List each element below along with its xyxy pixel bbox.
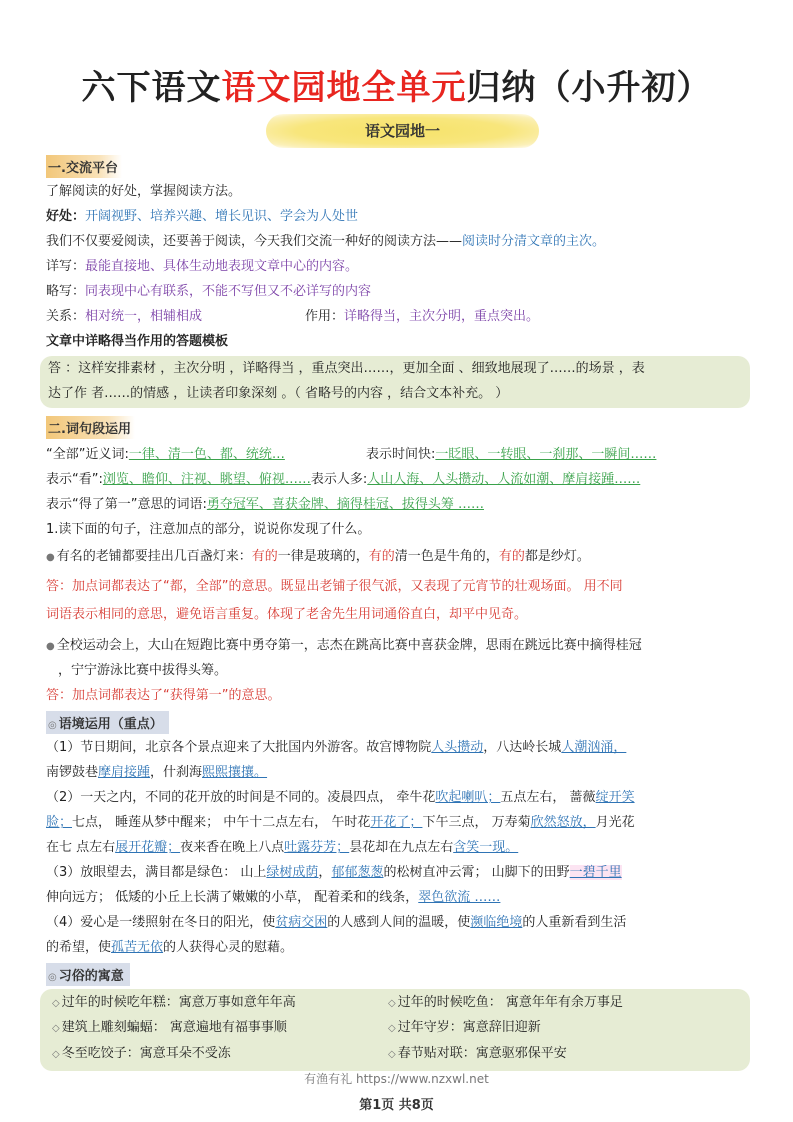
custom-item [388, 1044, 567, 1065]
dotted-word: 有的 [368, 549, 395, 564]
para-text: 在七 点左右 [46, 840, 116, 855]
relation-label: 关系： [46, 309, 86, 324]
line-benefits [46, 207, 358, 227]
para-text: 的人感到人间的温暖，使 [327, 915, 471, 930]
heading-context-usage-text: 语境运用（重点） [58, 717, 163, 732]
para-text: ，什刹海 [150, 765, 203, 780]
example-1-text: 清一色是牛角的， [394, 549, 499, 564]
method-text: 我们不仅要爱阅读，还要善于阅读，今天我们交流一种好的阅读方法—— [46, 234, 463, 249]
para-4-line1 [46, 913, 626, 933]
para-text: （2）一天之内，不同的花开放的时间是不同的。凌晨四点， 牵牛花 [46, 790, 436, 805]
answer-2: 答：加点词都表达了“获得第一”的意思。 [46, 688, 281, 703]
custom-text: 建筑上雕刻蝙蝠： 寓意遍地有福事事顺 [61, 1020, 287, 1035]
heading-exchange-platform: 一.交流平台 [46, 155, 122, 178]
method-highlight: 阅读时分清文章的主次。 [462, 234, 606, 249]
para-text: 伸向远方； 低矮的小丘上长满了嫩嫩的小草， 配着柔和的线条， [46, 890, 419, 905]
para-text: ， [318, 865, 332, 880]
para-text: （3）放眼望去，满目都是绿色： 山上 [46, 865, 267, 880]
line-relation [46, 307, 202, 327]
synonym-first [46, 495, 484, 515]
custom-text: 春节贴对联：寓意驱邪保平安 [397, 1046, 567, 1061]
diamond-bullet-icon: ◇ [388, 1023, 396, 1034]
section-banner: 语文园地一 [266, 114, 539, 148]
para-text: 南锣鼓巷 [46, 765, 99, 780]
bullet-icon: ● [46, 552, 55, 563]
idiom: 一碧千里 [569, 865, 622, 880]
synonym-fast-words: 一眨眼、一转眼、一刹那、一瞬间…… [435, 447, 657, 462]
custom-item [388, 1018, 541, 1039]
synonym-all [46, 445, 285, 465]
idiom: 含笑一现。 [453, 840, 519, 855]
gear-bullet-icon: ◎ [48, 720, 57, 731]
custom-item [388, 993, 623, 1014]
idiom: 欣然怒放， [530, 815, 596, 830]
example-2-line2: ，宁宁游泳比赛中拔得头筹。 [58, 663, 228, 678]
idiom: 摩肩接踵 [98, 765, 151, 780]
para-text: （4）爱心是一缕照射在冬日的阳光，使 [46, 915, 276, 930]
watermark: 有渔有礼 https://www.nzxwl.net [304, 1072, 489, 1086]
idiom: 郁郁葱葱 [331, 865, 384, 880]
custom-text: 冬至吃饺子：寓意耳朵不受冻 [61, 1046, 231, 1061]
idiom: 人头攒动 [431, 740, 484, 755]
example-1 [46, 547, 590, 568]
diamond-bullet-icon: ◇ [388, 998, 396, 1009]
page-number: 第1页 共8页 [359, 1098, 434, 1113]
dotted-word: 有的 [251, 549, 278, 564]
detailed-text: 最能直接地、具体生动地表现文章中心的内容。 [85, 259, 359, 274]
synonym-first-label: 表示“得了第一”意思的词语: [46, 497, 207, 512]
template-heading: 文章中详略得当作用的答题模板 [46, 334, 229, 349]
answer-1-line1: 答：加点词都表达了“都，全部”的意思。既显出老铺子很气派，又表现了元宵节的壮观场面。 用不同 [46, 579, 623, 594]
idiom: 贫病交困 [275, 915, 328, 930]
title-part2: 语文园地全单元 [221, 68, 467, 108]
custom-item [52, 1044, 231, 1065]
dotted-word: 有的 [498, 549, 525, 564]
idiom: 绿树成荫 [266, 865, 319, 880]
diamond-bullet-icon: ◇ [52, 1049, 60, 1060]
line-1: 了解阅读的好处，掌握阅读方法。 [46, 184, 242, 199]
para-text: 的松树直冲云霄； 山脚下的田野 [383, 865, 570, 880]
synonym-fast-label: 表示时间快: [366, 447, 436, 462]
para-text: 五点左右， 蔷薇 [500, 790, 596, 805]
para-text: （1）节日期间，北京各个景点迎来了大批国内外游客。故宫博物院 [46, 740, 432, 755]
synonym-crowd-label: 表示人多: [310, 472, 368, 487]
bullet-icon: ● [46, 641, 55, 652]
para-3-line2 [46, 888, 500, 908]
para-text: 昙花却在九点左右 [349, 840, 454, 855]
para-2-line2 [46, 813, 635, 833]
relation-text: 相对统一，相辅相成 [85, 309, 203, 324]
diamond-bullet-icon: ◇ [52, 1023, 60, 1034]
benefits-text: 开阔视野、培养兴趣、增长见识、学会为人处世 [85, 209, 359, 224]
para-text: 月光花 [595, 815, 635, 830]
example-1-text: 一律是玻璃的， [277, 549, 369, 564]
para-2-line3 [46, 838, 518, 858]
example-2-text: 全校运动会上，大山在短跑比赛中勇夺第一，志杰在跳高比赛中喜获金牌，思雨在跳远比赛中摘得桂冠 [56, 638, 642, 653]
title-part1: 六下语文 [81, 68, 222, 108]
para-2-line1 [46, 788, 635, 808]
para-1-line2 [46, 763, 267, 783]
heading-context-usage [46, 711, 169, 734]
synonym-crowd-words: 人山人海、人头攒动、人流如潮、摩肩接踵…… [367, 472, 641, 487]
para-text: ，八达岭长城 [483, 740, 562, 755]
idiom: 吐露芬芳； [284, 840, 350, 855]
para-1-line1 [46, 738, 626, 758]
custom-item [52, 1018, 287, 1039]
custom-text: 过年的时候吃年糕：寓意万事如意年年高 [61, 995, 296, 1010]
idiom: 吹起喇叭； [435, 790, 501, 805]
para-text: 夜来香在晚上八点 [180, 840, 285, 855]
detailed-label: 详写： [46, 259, 86, 274]
synonym-all-label: “全部”近义词: [46, 447, 129, 462]
para-3-line1 [46, 863, 622, 883]
idiom: 熙熙攘攘。 [202, 765, 268, 780]
custom-item [52, 993, 296, 1014]
synonym-look-words: 浏览、瞻仰、注视、眺望、俯视…… [102, 472, 311, 487]
question-1: 1.读下面的句子，注意加点的部分，说说你发现了什么。 [46, 522, 371, 537]
line-method [46, 232, 605, 252]
line-brief [46, 282, 371, 302]
function-text: 详略得当，主次分明，重点突出。 [344, 309, 540, 324]
heading-words-sentences: 二.词句段运用 [46, 416, 135, 439]
function-label: 作用： [305, 309, 345, 324]
idiom: 开花了； [370, 815, 423, 830]
synonym-first-words: 勇夺冠军、喜获金牌、摘得桂冠、拔得头筹 …… [206, 497, 484, 512]
benefits-label: 好处： [46, 209, 86, 224]
idiom: 绽开笑 [595, 790, 635, 805]
brief-text: 同表现中心有联系，不能不写但又不必详写的内容 [85, 284, 372, 299]
para-text: 七点， 睡莲从梦中醒来； 中午十二点左右， 午时花 [72, 815, 371, 830]
diamond-bullet-icon: ◇ [52, 998, 60, 1009]
answer-template-line2: 达了作 者……的情感 ，让读者印象深刻 。（ 省略号的内容 ，结合文本补充。 ） [48, 386, 509, 401]
para-text: 的人重新看到生活 [522, 915, 627, 930]
synonym-look [46, 470, 640, 490]
example-1-text: 都是纱灯。 [524, 549, 590, 564]
answer-1-line2: 词语表示相同的意思，避免语言重复。体现了老舍先生用词通俗直白，却平中见奇。 [46, 607, 528, 622]
para-text: 下午三点， 万寿菊 [422, 815, 531, 830]
synonym-fast [366, 445, 656, 465]
example-1-text: 有名的老铺都要挂出几百盏灯来： [56, 549, 252, 564]
idiom: 脸； [46, 815, 73, 830]
idiom: 孤苦无依 [111, 940, 164, 955]
line-function [305, 307, 539, 327]
para-text: 的希望，使 [46, 940, 112, 955]
idiom: 濒临绝境 [470, 915, 523, 930]
idiom: 人潮汹涌， [561, 740, 627, 755]
gear-bullet-icon: ◎ [48, 972, 57, 983]
custom-text: 过年守岁：寓意辞旧迎新 [397, 1020, 541, 1035]
heading-customs [46, 963, 130, 986]
answer-template-line1: 答 ：这样安排素材 ，主次分明 ，详略得当 ，重点突出……，更加全面 、细致地展现了……的场景 ，表 [48, 361, 645, 376]
example-2-line1 [46, 636, 642, 657]
para-4-line2 [46, 938, 293, 958]
line-detailed [46, 257, 358, 277]
brief-label: 略写： [46, 284, 86, 299]
idiom: 展开花瓣； [115, 840, 181, 855]
heading-customs-text: 习俗的寓意 [58, 969, 124, 984]
diamond-bullet-icon: ◇ [388, 1049, 396, 1060]
page-title [0, 60, 793, 109]
para-text: 的人获得心灵的慰藉。 [163, 940, 294, 955]
custom-text: 过年的时候吃鱼： 寓意年年有余万事足 [397, 995, 623, 1010]
synonym-look-label: 表示“看”: [46, 472, 103, 487]
idiom: 翠色欲流 …… [418, 890, 501, 905]
synonym-all-words: 一律、清一色、都、统统… [128, 447, 285, 462]
title-part3: 归纳（小升初） [466, 68, 712, 108]
